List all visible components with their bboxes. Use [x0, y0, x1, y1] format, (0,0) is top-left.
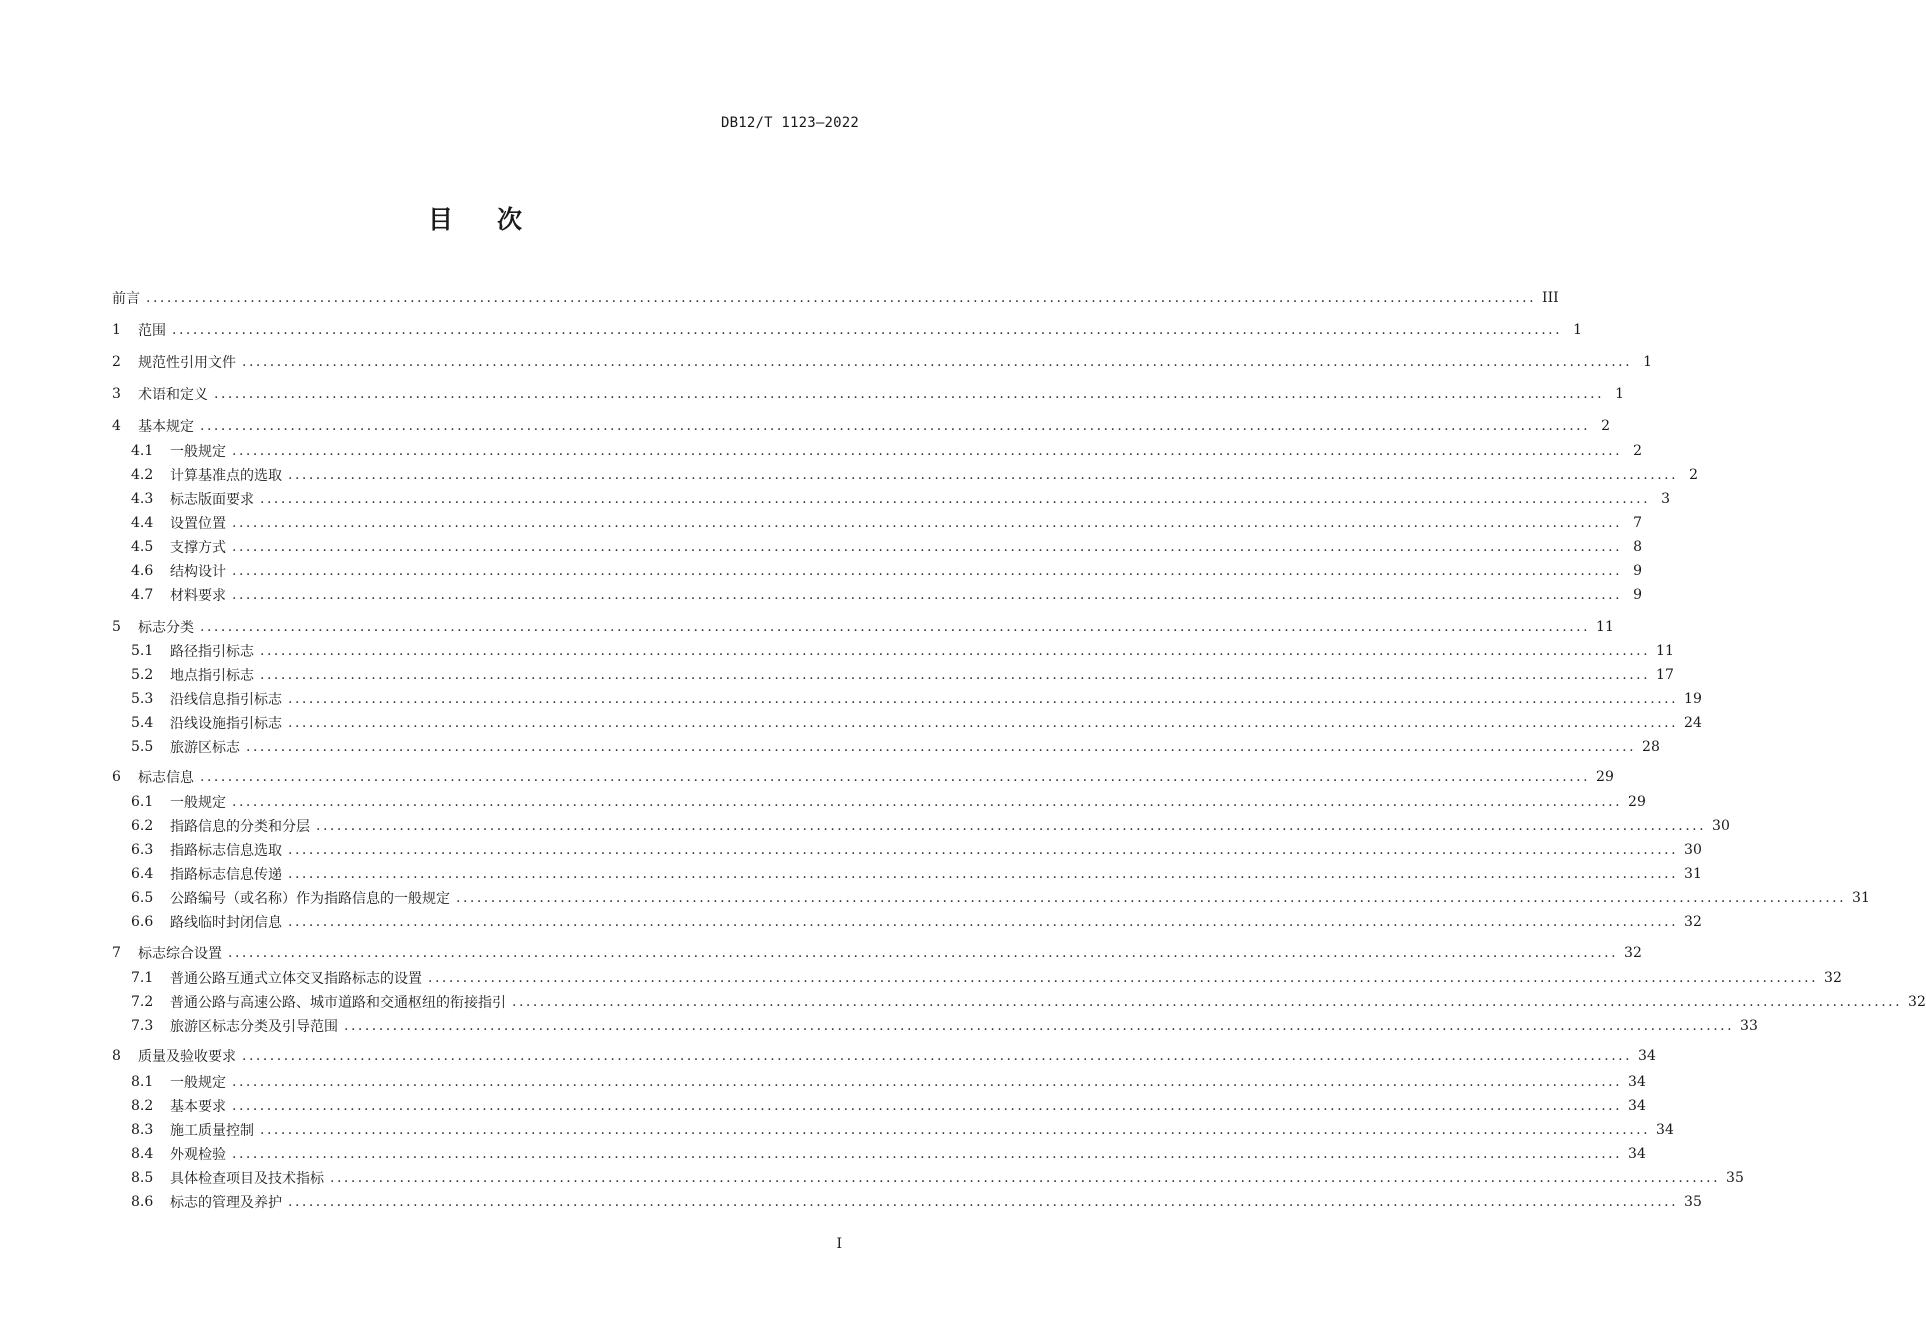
toc-leader-dots: ........................................................................................................................................................................................................: [456, 890, 1847, 906]
toc-entry-page: 34: [1638, 1048, 1656, 1064]
toc-entry-number: 8.3: [131, 1122, 154, 1138]
toc-entry-number: 4.4: [131, 515, 154, 531]
toc-leader-dots: ........................................................................................................................................................................................................: [232, 587, 1623, 603]
toc-entry-number: 4.5: [131, 539, 154, 555]
toc-entry-page: 28: [1642, 739, 1660, 755]
toc-entry-page: 32: [1824, 970, 1842, 986]
toc-entry-number: 5.2: [131, 667, 154, 683]
toc-entry-number: 8.5: [131, 1170, 154, 1186]
toc-leader-dots: ........................................................................................................................................................................................................: [260, 643, 1651, 659]
toc-entry-page: 19: [1684, 691, 1702, 707]
toc-leader-dots: ........................................................................................................................................................................................................: [288, 1194, 1679, 1210]
toc-entry-title: 术语和定义: [138, 387, 208, 403]
toc-entry-number: 6.2: [131, 818, 154, 834]
toc-entry-page: III: [1542, 290, 1559, 306]
toc-entry-title: 指路标志信息选取: [170, 843, 282, 859]
toc-entry-number: 4.2: [131, 467, 154, 483]
toc-entry-number: 5.1: [131, 643, 154, 659]
toc-entry[interactable]: [131, 814, 1730, 838]
toc-entry-title: 材料要求: [170, 588, 226, 604]
toc-entry-title: 规范性引用文件: [138, 355, 236, 371]
toc-entry-number: 4.7: [131, 587, 154, 603]
toc-entry-number: 7.1: [131, 970, 154, 986]
toc-entry-page: 9: [1633, 587, 1643, 603]
toc-leader-dots: ........................................................................................................................................................................................................: [288, 842, 1679, 858]
toc-entry[interactable]: [131, 559, 1643, 583]
toc-entry-title: 标志综合设置: [138, 946, 222, 962]
toc-entry-title: 标志版面要求: [170, 492, 254, 508]
toc-entry-title: 具体检查项目及技术指标: [170, 1171, 324, 1187]
toc-leader-dots: ........................................................................................................................................................................................................: [428, 970, 1819, 986]
page-title: [0, 200, 950, 236]
toc-entry-title: 沿线信息指引标志: [170, 692, 282, 708]
toc-leader-dots: ........................................................................................................................................................................................................: [232, 515, 1623, 531]
toc-entry[interactable]: [131, 790, 1646, 814]
toc-entry[interactable]: [131, 439, 1643, 463]
toc-leader-dots: ........................................................................................................................................................................................................: [232, 563, 1623, 579]
toc-entry-number: 8.1: [131, 1074, 154, 1090]
toc-entry-number: 8.6: [131, 1194, 154, 1210]
toc-entry[interactable]: [131, 535, 1643, 559]
toc-entry-title: 设置位置: [170, 516, 226, 532]
toc-entry-title: 路径指引标志: [170, 644, 254, 660]
toc-leader-dots: ........................................................................................................................................................................................................: [260, 491, 1651, 507]
toc-entry[interactable]: [131, 966, 1842, 990]
toc-entry-number: 6.3: [131, 842, 154, 858]
toc-entry-page: 11: [1596, 619, 1614, 635]
toc-entry-number: 6.5: [131, 890, 154, 906]
toc-leader-dots: ........................................................................................................................................................................................................: [232, 1074, 1623, 1090]
toc-entry-number: 8.2: [131, 1098, 154, 1114]
toc-entry-title: 旅游区标志分类及引导范围: [170, 1019, 338, 1035]
toc-entry[interactable]: [131, 838, 1702, 862]
toc-entry-number: 5.3: [131, 691, 154, 707]
toc-entry-title: 指路标志信息传递: [170, 867, 282, 883]
toc-leader-dots: ........................................................................................................................................................................................................: [232, 1146, 1623, 1162]
toc-leader-dots: ........................................................................................................................................................................................................: [288, 914, 1679, 930]
footer-page-number: I: [836, 1236, 842, 1252]
toc-entry-title: 一般规定: [170, 444, 226, 460]
toc-entry[interactable]: [131, 886, 1870, 910]
toc-entry-title: 标志分类: [138, 620, 194, 636]
toc-entry[interactable]: [131, 511, 1643, 535]
toc-entry-number: 8: [112, 1048, 121, 1064]
toc-entry-title: 质量及验收要求: [138, 1049, 236, 1065]
toc-entry-title: 普通公路互通式立体交叉指路标志的设置: [170, 971, 422, 987]
toc-entry-page: 24: [1684, 715, 1702, 731]
toc-entry[interactable]: [131, 1190, 1702, 1214]
toc-entry[interactable]: [131, 735, 1660, 759]
toc-leader-dots: ........................................................................................................................................................................................................: [228, 945, 1619, 961]
document-code: DB12/T 1123—2022: [720, 115, 859, 131]
toc-entry[interactable]: [131, 910, 1702, 934]
toc-leader-dots: ........................................................................................................................................................................................................: [146, 290, 1537, 306]
toc-leader-dots: ........................................................................................................................................................................................................: [242, 1048, 1633, 1064]
toc-entry-page: 11: [1656, 643, 1674, 659]
toc-entry[interactable]: [131, 639, 1674, 663]
toc-entry[interactable]: [112, 414, 1611, 438]
toc-entry[interactable]: [112, 286, 1559, 310]
toc-entry-title: 标志的管理及养护: [170, 1195, 282, 1211]
toc-entry[interactable]: [112, 765, 1614, 789]
toc-entry-page: 34: [1628, 1146, 1646, 1162]
toc-entry[interactable]: [131, 711, 1702, 735]
toc-entry-page: 29: [1628, 794, 1646, 810]
toc-entry-title: 前言: [112, 291, 140, 307]
toc-entry-page: 34: [1628, 1098, 1646, 1114]
toc-entry-page: 29: [1596, 769, 1614, 785]
toc-entry-page: 7: [1633, 515, 1643, 531]
toc-entry-number: 7.2: [131, 994, 154, 1010]
toc-leader-dots: ........................................................................................................................................................................................................: [242, 354, 1633, 370]
toc-entry-number: 6.1: [131, 794, 154, 810]
toc-entry-page: 32: [1684, 914, 1702, 930]
toc-entry-page: 8: [1633, 539, 1643, 555]
toc-entry-page: 34: [1628, 1074, 1646, 1090]
toc-leader-dots: ........................................................................................................................................................................................................: [260, 667, 1651, 683]
toc-entry-title: 施工质量控制: [170, 1123, 254, 1139]
page-title-char-1: 目: [427, 205, 453, 234]
toc-entry[interactable]: [131, 663, 1674, 687]
toc-entry-number: 6.4: [131, 866, 154, 882]
toc-entry[interactable]: [131, 487, 1671, 511]
toc-entry-number: 7: [112, 945, 121, 961]
toc-entry-number: 5: [112, 619, 121, 635]
toc-entry-title: 基本要求: [170, 1099, 226, 1115]
toc-leader-dots: ........................................................................................................................................................................................................: [232, 794, 1623, 810]
toc-leader-dots: ........................................................................................................................................................................................................: [200, 619, 1591, 635]
toc-entry[interactable]: [112, 941, 1642, 965]
toc-entry-title: 范围: [138, 323, 166, 339]
toc-leader-dots: ........................................................................................................................................................................................................: [200, 418, 1591, 434]
toc-leader-dots: ........................................................................................................................................................................................................: [330, 1170, 1721, 1186]
toc-entry-page: 30: [1684, 842, 1702, 858]
toc-leader-dots: ........................................................................................................................................................................................................: [260, 1122, 1651, 1138]
toc-entry-number: 1: [112, 322, 121, 338]
toc-leader-dots: ........................................................................................................................................................................................................: [344, 1018, 1735, 1034]
toc-entry-title: 标志信息: [138, 770, 194, 786]
toc-entry[interactable]: [131, 1070, 1646, 1094]
toc-entry[interactable]: [131, 990, 1926, 1014]
toc-leader-dots: ........................................................................................................................................................................................................: [232, 539, 1623, 555]
toc-entry-title: 地点指引标志: [170, 668, 254, 684]
toc-entry-page: 2: [1689, 467, 1699, 483]
toc-entry[interactable]: [131, 1166, 1744, 1190]
toc-entry[interactable]: [131, 862, 1702, 886]
toc-entry[interactable]: [112, 1044, 1656, 1068]
toc-entry-number: 3: [112, 386, 121, 402]
toc-entry[interactable]: [131, 1014, 1758, 1038]
toc-entry-title: 外观检验: [170, 1147, 226, 1163]
toc-entry-title: 基本规定: [138, 419, 194, 435]
toc-leader-dots: ........................................................................................................................................................................................................: [200, 769, 1591, 785]
toc-entry-page: 31: [1852, 890, 1870, 906]
toc-entry-number: 6.6: [131, 914, 154, 930]
toc-entry[interactable]: [112, 318, 1583, 342]
toc-leader-dots: ........................................................................................................................................................................................................: [288, 691, 1679, 707]
toc-entry-title: 支撑方式: [170, 540, 226, 556]
toc-leader-dots: ........................................................................................................................................................................................................: [288, 467, 1679, 483]
toc-entry[interactable]: [131, 1094, 1646, 1118]
toc-entry-number: 6: [112, 769, 121, 785]
toc-entry-number: 7.3: [131, 1018, 154, 1034]
toc-entry[interactable]: [131, 1118, 1674, 1142]
toc-leader-dots: ........................................................................................................................................................................................................: [288, 715, 1679, 731]
toc-entry-page: 3: [1661, 491, 1671, 507]
toc-entry-title: 计算基准点的选取: [170, 468, 282, 484]
toc-entry-title: 普通公路与高速公路、城市道路和交通枢纽的衔接指引: [170, 995, 506, 1011]
toc-entry-title: 指路信息的分类和分层: [170, 819, 310, 835]
toc-entry-page: 34: [1656, 1122, 1674, 1138]
toc-entry[interactable]: [112, 615, 1614, 639]
toc-leader-dots: ........................................................................................................................................................................................................: [246, 739, 1637, 755]
toc-entry[interactable]: [112, 382, 1625, 406]
toc-entry-number: 4.1: [131, 443, 154, 459]
toc-leader-dots: ........................................................................................................................................................................................................: [316, 818, 1707, 834]
toc-entry-title: 公路编号（或名称）作为指路信息的一般规定: [170, 891, 450, 907]
toc-entry-number: 2: [112, 354, 121, 370]
toc-entry-page: 2: [1601, 418, 1611, 434]
toc-leader-dots: ........................................................................................................................................................................................................: [288, 866, 1679, 882]
toc-entry-page: 30: [1712, 818, 1730, 834]
toc-entry[interactable]: [131, 463, 1699, 487]
toc-entry-number: 8.4: [131, 1146, 154, 1162]
toc-entry-page: 35: [1726, 1170, 1744, 1186]
toc-entry-page: 2: [1633, 443, 1643, 459]
toc-entry-page: 1: [1643, 354, 1653, 370]
toc-entry-number: 5.4: [131, 715, 154, 731]
toc-entry-number: 5.5: [131, 739, 154, 755]
toc-entry-page: 17: [1656, 667, 1674, 683]
toc-entry-page: 31: [1684, 866, 1702, 882]
toc-entry-number: 4: [112, 418, 121, 434]
toc-entry-page: 9: [1633, 563, 1643, 579]
toc-entry-number: 4.6: [131, 563, 154, 579]
toc-entry-page: 1: [1615, 386, 1625, 402]
toc-entry-title: 旅游区标志: [170, 740, 240, 756]
toc-entry-title: 一般规定: [170, 1075, 226, 1091]
page-title-char-2: 次: [497, 205, 523, 234]
toc-leader-dots: ........................................................................................................................................................................................................: [232, 1098, 1623, 1114]
toc-entry-title: 一般规定: [170, 795, 226, 811]
toc-entry-page: 35: [1684, 1194, 1702, 1210]
toc-entry[interactable]: [131, 583, 1643, 607]
toc-entry-page: 33: [1740, 1018, 1758, 1034]
toc-entry-page: 32: [1624, 945, 1642, 961]
toc-entry[interactable]: [131, 687, 1702, 711]
toc-entry-title: 结构设计: [170, 564, 226, 580]
toc-entry-number: 4.3: [131, 491, 154, 507]
toc-entry[interactable]: [131, 1142, 1646, 1166]
toc-entry-page: 32: [1908, 994, 1926, 1010]
toc-entry-title: 路线临时封闭信息: [170, 915, 282, 931]
toc-leader-dots: ........................................................................................................................................................................................................: [214, 386, 1605, 402]
toc-entry-page: 1: [1573, 322, 1583, 338]
toc-leader-dots: ........................................................................................................................................................................................................: [172, 322, 1563, 338]
toc-leader-dots: ........................................................................................................................................................................................................: [512, 994, 1903, 1010]
toc-entry[interactable]: [112, 350, 1653, 374]
toc-entry-title: 沿线设施指引标志: [170, 716, 282, 732]
toc-leader-dots: ........................................................................................................................................................................................................: [232, 443, 1623, 459]
